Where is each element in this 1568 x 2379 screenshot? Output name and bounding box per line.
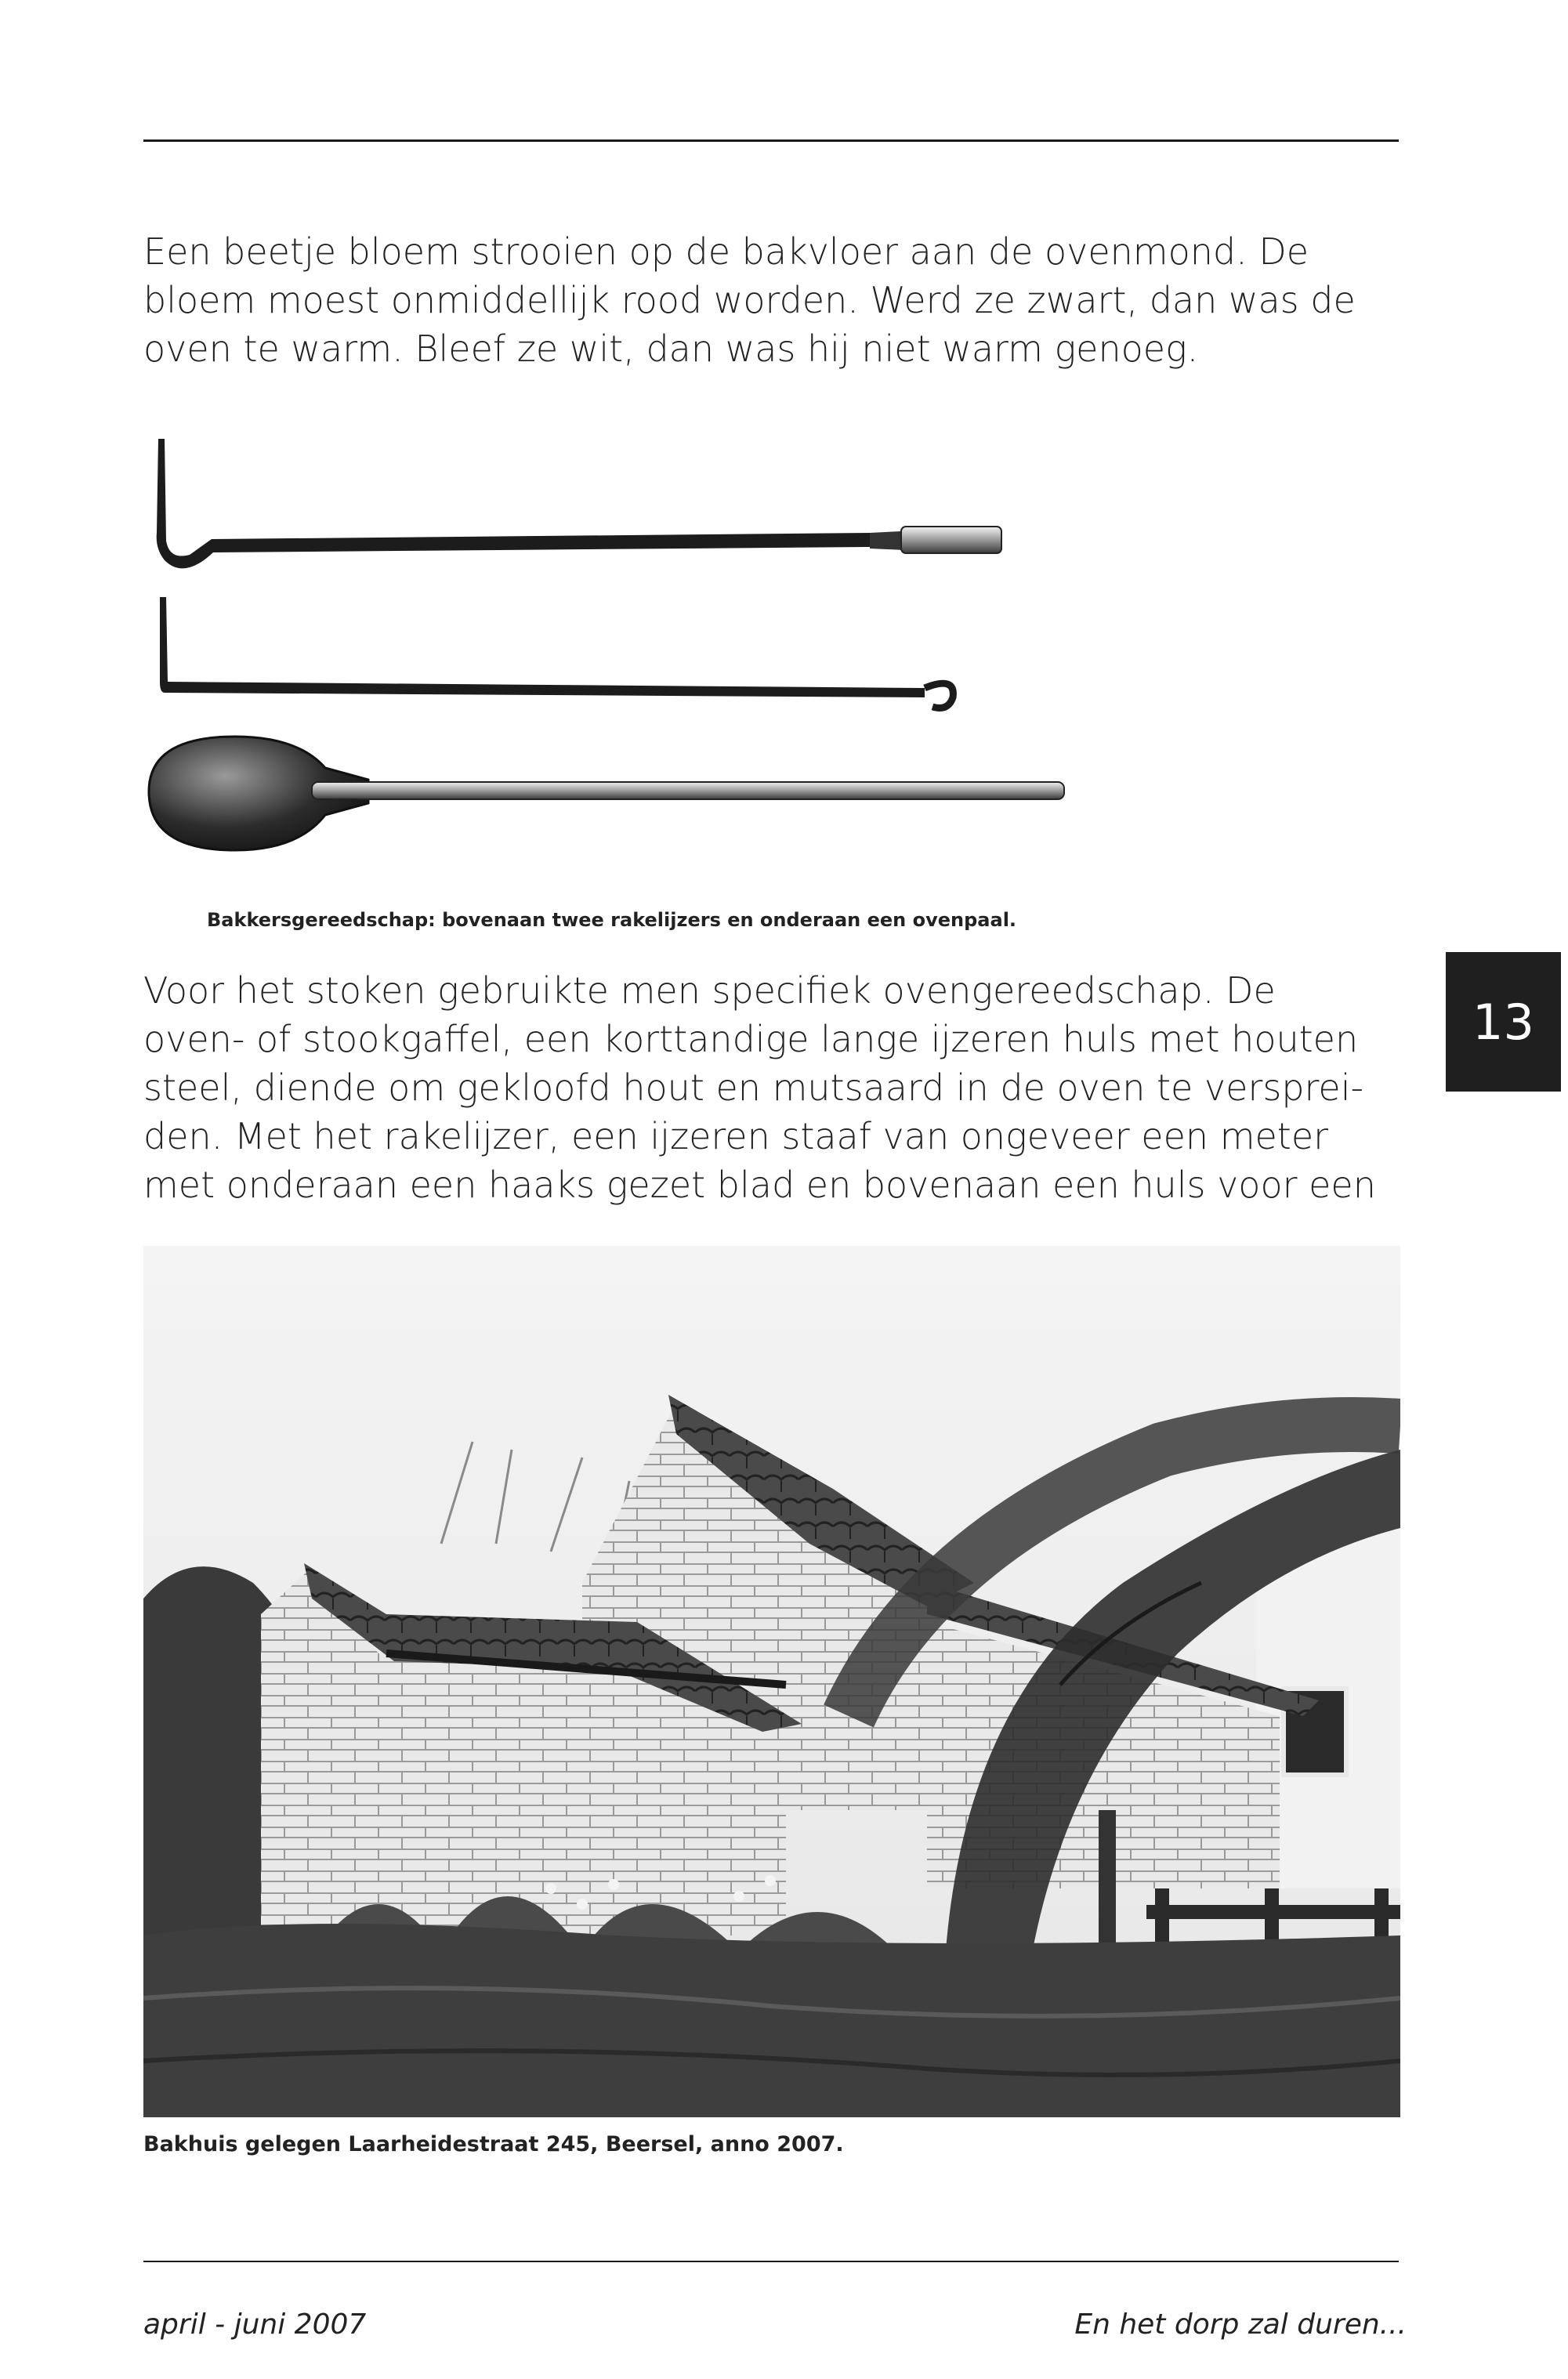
oven-peel [149,737,1064,850]
body-line: met onderaan een haaks gezet blad en bovenaan een huls voor een [143,1164,1376,1206]
rake-iron-top [157,439,1001,568]
body-line: den. Met het rakelijzer, een ijzeren staaf van ongeveer een meter [143,1115,1329,1157]
body-paragraph [143,966,1376,1209]
rake-iron-bottom [160,597,953,708]
intro-paragraph [143,227,1356,373]
photo-caption: Bakhuis gelegen Laarheidestraat 245, Beersel, anno 2007. [143,2132,844,2156]
intro-line: bloem moest onmiddellijk rood worden. Werd ze zwart, dan was de [143,279,1356,321]
bakery-tools-illustration [141,423,1066,885]
intro-line: Een beetje bloem strooien op de bakvloer aan de ovenmond. De [143,230,1309,273]
tools-caption: Bakkersgereedschap: bovenaan twee rakelijzers en onderaan een ovenpaal. [207,909,1017,931]
footer-publication-title: En het dorp zal duren... [1074,2308,1407,2341]
body-line: oven- of stookgaffel, een korttandige lange ijzeren huls met houten [143,1018,1359,1060]
footer-rule [143,2261,1399,2262]
footer-issue-date: april - juni 2007 [143,2308,367,2341]
bakehouse-photo [143,1246,1400,2117]
page-number-tab: 13 [1446,952,1561,1092]
body-line: steel, diende om gekloofd hout en mutsaard in de oven te versprei- [143,1066,1364,1109]
header-rule [143,139,1399,142]
body-line: Voor het stoken gebruikte men specifiek ovengereedschap. De [143,969,1276,1012]
intro-line: oven te warm. Bleef ze wit, dan was hij niet warm genoeg. [143,328,1199,370]
